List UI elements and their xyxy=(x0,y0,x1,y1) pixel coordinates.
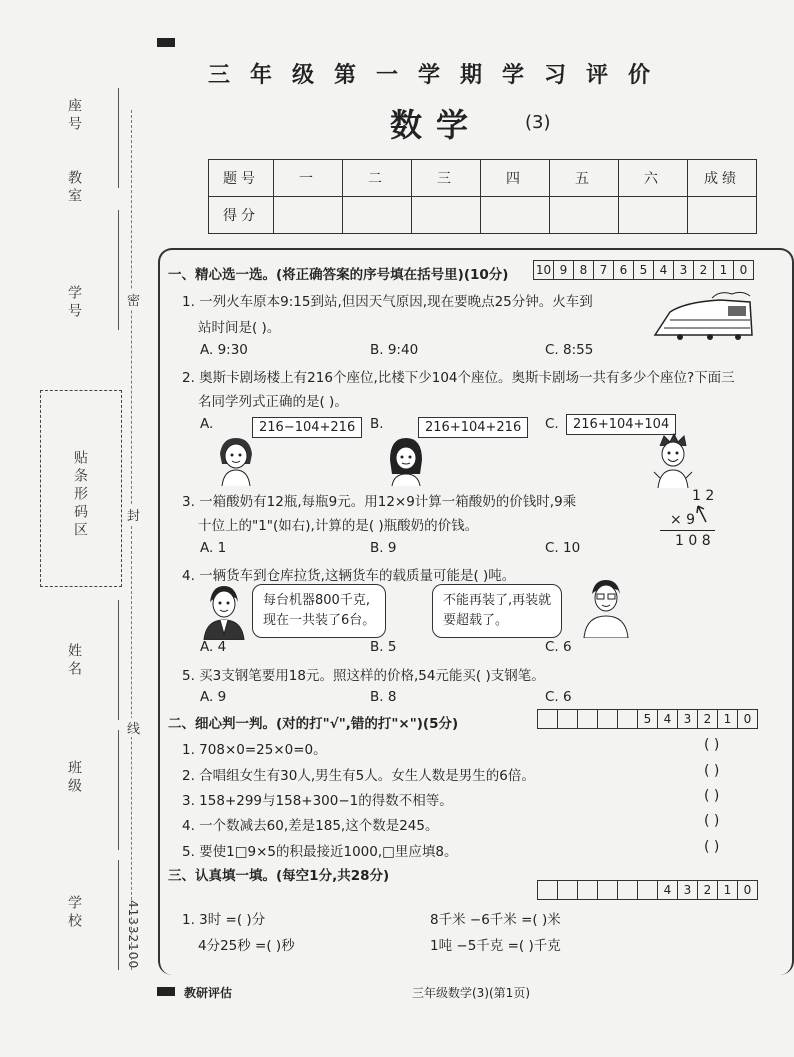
q3-arrow-icon xyxy=(694,502,710,524)
q3-option-c[interactable]: C. 10 xyxy=(545,540,581,556)
score-box[interactable]: 5 xyxy=(637,709,658,729)
score-cell[interactable] xyxy=(343,197,412,234)
score-box[interactable]: 8 xyxy=(573,260,594,280)
corner-marker-top xyxy=(157,38,175,47)
score-box[interactable]: 0 xyxy=(737,880,758,900)
q1-line1: 1. 一列火车原本9:15到站,但因天气原因,现在要晚点25分钟。火车到 xyxy=(182,294,593,310)
score-box[interactable]: 1 xyxy=(717,709,738,729)
score-box[interactable] xyxy=(617,880,638,900)
q4-cloud-1-line1: 每台机器800千克, xyxy=(263,593,370,608)
score-box[interactable]: 3 xyxy=(677,709,698,729)
score-box[interactable] xyxy=(557,880,578,900)
score-box[interactable]: 4 xyxy=(657,709,678,729)
score-box[interactable]: 0 xyxy=(737,709,758,729)
judge-answer-2[interactable]: ( ) xyxy=(704,763,720,779)
score-box[interactable]: 4 xyxy=(657,880,678,900)
score-box[interactable] xyxy=(537,709,558,729)
q3-option-a[interactable]: A. 1 xyxy=(200,540,227,556)
student-c-icon xyxy=(648,432,698,488)
name-line xyxy=(118,600,119,720)
exam-number: (3) xyxy=(525,112,551,133)
q5-line1: 5. 买3支钢笔要用18元。照这样的价格,54元能买( )支钢笔。 xyxy=(182,668,545,684)
student-a-icon xyxy=(212,434,258,486)
section1-scorebar xyxy=(534,260,754,280)
class-label: 班级 xyxy=(66,760,82,796)
score-box[interactable] xyxy=(597,880,618,900)
classroom-label: 教室 xyxy=(66,170,82,206)
score-box[interactable]: 5 xyxy=(633,260,654,280)
score-box[interactable]: 3 xyxy=(673,260,694,280)
q1-option-a[interactable]: A. 9:30 xyxy=(200,342,248,358)
exam-title: 三年级第一学期学习评价 xyxy=(208,63,671,88)
score-header-cell: 二 xyxy=(343,160,412,197)
score-box[interactable] xyxy=(577,880,598,900)
judge-item-2: 2. 合唱组女生有30人,男生有5人。女生人数是男生的6倍。 xyxy=(182,768,535,784)
score-box[interactable]: 7 xyxy=(593,260,614,280)
score-box[interactable]: 3 xyxy=(677,880,698,900)
train-icon xyxy=(650,290,765,342)
school-label: 学校 xyxy=(66,895,82,931)
q3-calc-result: 1 0 8 xyxy=(675,533,711,549)
binding-dashed-line xyxy=(131,110,132,970)
barcode-area-box xyxy=(40,390,122,587)
score-box[interactable]: 2 xyxy=(697,709,718,729)
score-box[interactable]: 4 xyxy=(653,260,674,280)
school-line xyxy=(118,860,119,970)
score-table-score-row xyxy=(209,197,757,234)
q2-label-a[interactable]: A. xyxy=(200,416,214,432)
score-box[interactable]: 1 xyxy=(717,880,738,900)
q3-calc-top: 1 2 xyxy=(692,488,715,504)
score-cell[interactable] xyxy=(412,197,481,234)
q5-option-b[interactable]: B. 8 xyxy=(370,689,397,705)
score-box[interactable] xyxy=(637,880,658,900)
score-box[interactable]: 2 xyxy=(693,260,714,280)
q4-option-c[interactable]: C. 6 xyxy=(545,639,572,655)
judge-answer-1[interactable]: ( ) xyxy=(704,737,720,753)
q1-line2: 站时间是( )。 xyxy=(198,320,281,336)
score-table xyxy=(208,159,757,234)
seat-no-line xyxy=(118,88,119,188)
judge-answer-3[interactable]: ( ) xyxy=(704,788,720,804)
score-header-cell: 三 xyxy=(412,160,481,197)
q4-line1: 4. 一辆货车到仓库拉货,这辆货车的载质量可能是( )吨。 xyxy=(182,568,516,584)
score-box[interactable] xyxy=(617,709,638,729)
judge-item-1: 1. 708×0=25×0=0。 xyxy=(182,742,327,758)
section2-heading: 二、细心判一判。(对的打"√",错的打"×")(5分) xyxy=(168,716,459,732)
score-box[interactable]: 1 xyxy=(713,260,734,280)
score-row-label: 得分 xyxy=(209,197,274,234)
q4-cloud-1 xyxy=(252,584,386,638)
q4-option-b[interactable]: B. 5 xyxy=(370,639,397,655)
student-b-icon xyxy=(384,434,428,486)
score-cell[interactable] xyxy=(619,197,688,234)
fill-item-1d[interactable]: 1吨 −5千克 =( )千克 xyxy=(430,938,561,954)
q4-cloud-2 xyxy=(432,584,562,638)
footer-page-label: 三年级数学(3)(第1页) xyxy=(412,986,530,1000)
corner-marker-bottom xyxy=(157,987,175,996)
judge-item-4: 4. 一个数减去60,差是185,这个数是245。 xyxy=(182,818,439,834)
score-box[interactable]: 2 xyxy=(697,880,718,900)
seat-no-label: 座号 xyxy=(66,98,82,134)
worker-icon xyxy=(580,578,630,638)
q2-bubble-c: 216+104+104 xyxy=(566,414,676,435)
q4-cloud-2-line1: 不能再装了,再装就 xyxy=(443,593,552,608)
score-header-cell: 一 xyxy=(274,160,343,197)
q2-label-b[interactable]: B. xyxy=(370,416,384,432)
score-box[interactable] xyxy=(577,709,598,729)
binding-char-xian: 线 xyxy=(127,718,140,737)
fill-item-1c[interactable]: 4分25秒 =( )秒 xyxy=(198,938,295,954)
q4-cloud-1-line2: 现在一共装了6台。 xyxy=(263,613,376,628)
q4-option-a[interactable]: A. 4 xyxy=(200,639,227,655)
exam-subject: 数学 xyxy=(390,106,483,144)
fill-item-1b[interactable]: 8千米 −6千米 =( )米 xyxy=(430,912,561,928)
judge-item-5: 5. 要使1□9×5的积最接近1000,□里应填8。 xyxy=(182,844,458,860)
student-no-line xyxy=(118,210,119,330)
score-box[interactable] xyxy=(597,709,618,729)
fill-item-1a[interactable]: 1. 3时 =( )分 xyxy=(182,912,266,928)
score-box[interactable] xyxy=(537,880,558,900)
name-label: 姓名 xyxy=(66,643,82,679)
q2-bubble-b: 216+104+216 xyxy=(418,417,528,438)
q1-option-b[interactable]: B. 9:40 xyxy=(370,342,419,358)
judge-answer-5[interactable]: ( ) xyxy=(704,839,720,855)
score-box[interactable]: 10 xyxy=(533,260,554,280)
score-box[interactable] xyxy=(557,709,578,729)
binding-char-feng: 封 xyxy=(127,505,140,524)
score-header-cell: 六 xyxy=(619,160,688,197)
score-cell[interactable] xyxy=(481,197,550,234)
q2-bubble-a: 216−104+216 xyxy=(252,417,362,438)
q3-option-b[interactable]: B. 9 xyxy=(370,540,397,556)
q2-label-c[interactable]: C. xyxy=(545,416,559,432)
q5-option-a[interactable]: A. 9 xyxy=(200,689,227,705)
score-box[interactable]: 0 xyxy=(733,260,754,280)
section3-heading: 三、认真填一填。(每空1分,共28分) xyxy=(168,868,390,884)
score-header-cell: 五 xyxy=(550,160,619,197)
score-header-cell: 题号 xyxy=(209,160,274,197)
score-box[interactable]: 6 xyxy=(613,260,634,280)
score-cell[interactable] xyxy=(274,197,343,234)
section3-scorebar xyxy=(538,880,758,900)
q2-line1: 2. 奥斯卡剧场楼上有216个座位,比楼下少104个座位。奥斯卡剧场一共有多少个座位?下面三 xyxy=(182,370,735,386)
score-header-cell: 四 xyxy=(481,160,550,197)
binding-char-mi: 密 xyxy=(127,290,140,309)
score-box[interactable]: 9 xyxy=(553,260,574,280)
score-header-cell: 成绩 xyxy=(688,160,757,197)
judge-item-3: 3. 158+299与158+300−1的得数不相等。 xyxy=(182,793,453,809)
q2-line2: 名同学列式正确的是( )。 xyxy=(198,394,348,410)
judge-answer-4[interactable]: ( ) xyxy=(704,813,720,829)
student-no-label: 学号 xyxy=(66,285,82,321)
section2-scorebar xyxy=(538,709,758,729)
score-cell[interactable] xyxy=(550,197,619,234)
q1-option-c[interactable]: C. 8:55 xyxy=(545,342,594,358)
serial-number: 41332100 xyxy=(126,900,140,970)
q3-calc-mid: × 9 xyxy=(670,512,696,528)
score-cell[interactable] xyxy=(688,197,757,234)
q4-cloud-2-line2: 要超载了。 xyxy=(443,613,509,628)
q3-calc-rule xyxy=(660,530,715,531)
barcode-area-label: 贴条形码区 xyxy=(72,450,88,540)
section1-heading: 一、精心选一选。(将正确答案的序号填在括号里)(10分) xyxy=(168,267,509,283)
footer-publisher: 教研评估 xyxy=(184,986,233,1000)
man-icon xyxy=(200,584,248,640)
score-table-header-row xyxy=(209,160,757,197)
q3-line2: 十位上的"1"(如右),计算的是( )瓶酸奶的价钱。 xyxy=(198,518,479,534)
q5-option-c[interactable]: C. 6 xyxy=(545,689,572,705)
q3-line1: 3. 一箱酸奶有12瓶,每瓶9元。用12×9计算一箱酸奶的价钱时,9乘 xyxy=(182,494,577,510)
class-line xyxy=(118,730,119,850)
